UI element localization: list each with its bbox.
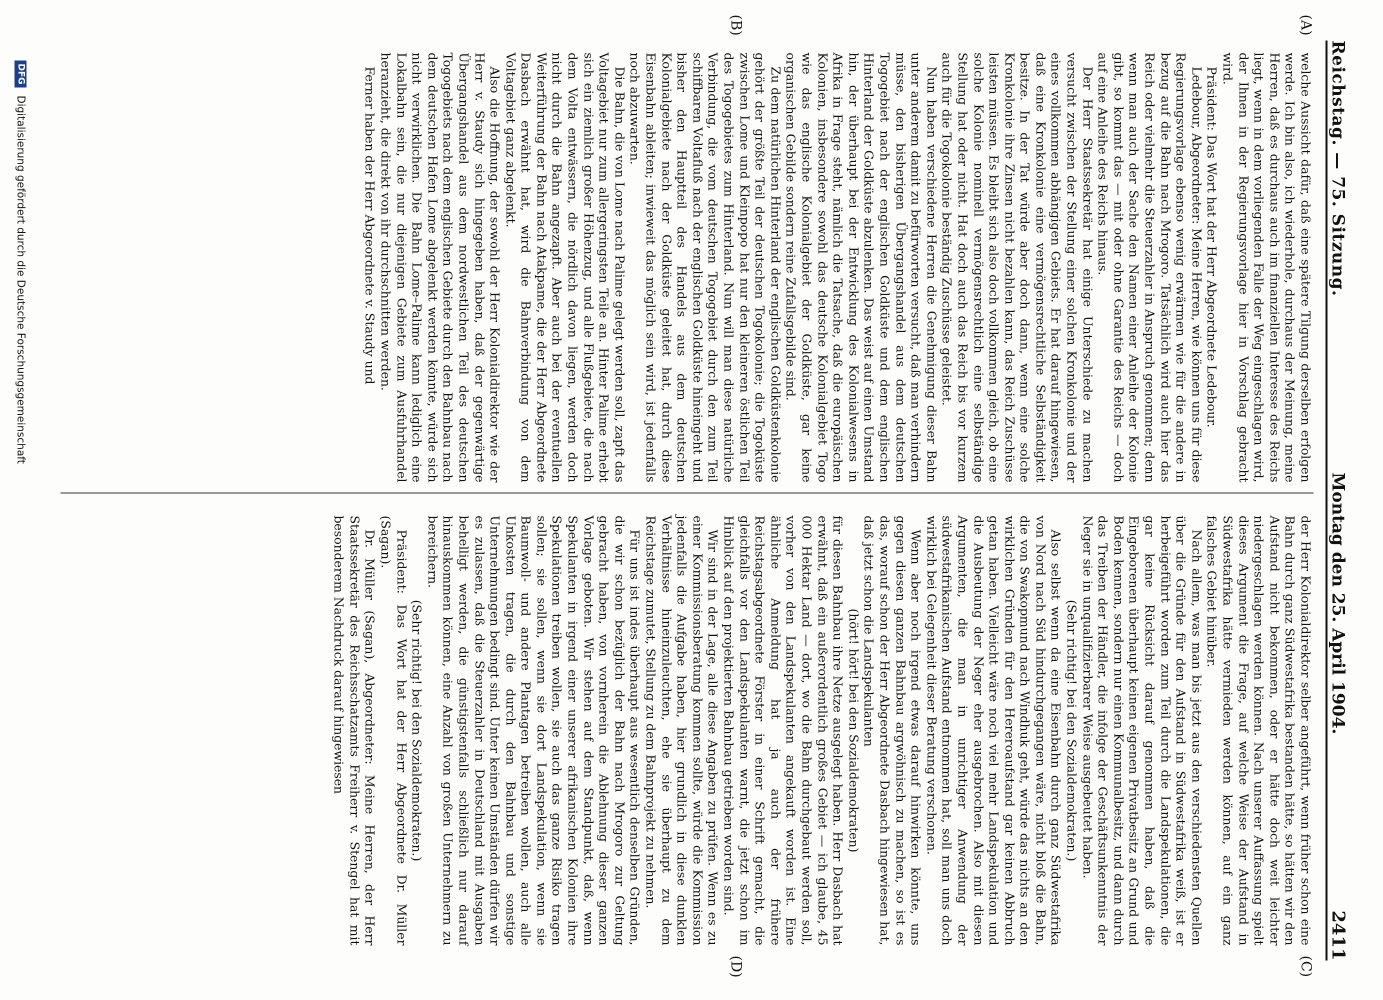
paragraph: Die Bahn, die von Lome nach Palime gelegt werden soll, zapft das Voltagebiet nur zum allergeringsten Teile an. Hinter Palime erhebt sich ein ziemlich großer Höhenzug, und alle Flußgebiete, die nach dem Volta entwässern, die nördlich davon liegen, werden doch nicht durch die Bahn angezapft. Aber auch bei der eventuellen Weiterführung der Bahn nach Atakpame, die der Herr Abgeordnete Dasbach erwähnt hat, wird die Bahnverbindung von dem Voltagebiet ganz abgelenkt. [502,52,627,482]
paragraph: Wenn aber noch irgend etwas darauf hinwirken könnte, uns gegen diesen ganzen Bahnbau argwöhnisch zu machen, so ist es das, worauf schon der Herr Abgeordnete Dasbach hingewiesen hat, daß jetzt schon die Landspekulanten [861,515,924,945]
margin-marker-b: (B) [727,14,743,36]
paragraph: Ledebour, Abgeordneter: Meine Herren, wie können uns für diese Regierungsvorlage ebenso wenig erwärmen wie für die andere in bezug auf die Bahn nach Mrogoro. Tatsächlich wird auch hier das Reich oder vielmehr die Steuerzahler in Anspruch genommen; denn wenn man auch der Sache den Namen einer Anleihe der Kolonie gibt, so kommt das — mit oder ohne Garantie des Reichs — doch auf eine Anleihe des Reichs hinaus. [1095,52,1204,482]
text-column-left [60,52,1313,482]
paragraph: der Herr Kolonialdirektor selber angeführt, wenn früher schon eine Bahn durch ganz Südwestafrika bestanden hätte, so hätten wir den Aufstand nicht bekommen, oder er hätte doch weit leichter niedergeschlagen werden können. Nach unserer Auffassung spielt dieses Argument die Frage, auf welche Weise der Aufstand in Südwestafrika hätte vermieden werden können, auf ein ganz falsches Gebiet hinüber. [1204,515,1313,945]
paragraph: Ferner haben der Herr Abgeordnete v. Staudy und [362,66,378,384]
header-session: Reichstag. — 75. Sitzung. [1327,40,1347,296]
interjection: (Sehr richtig! bei den Sozialdemokraten.) [409,599,425,861]
interjection: (Sehr richtig! bei den Sozialdemokraten.) [1064,599,1080,861]
paragraph: für diesen Bahnbau ihre Netze ausgelegt haben. Herr Dasbach hat erwähnt, daß ein außerordentlich großes Gebiet — ich glaube, 45 000 Hektar Land — dort, wo die Bahn durchgebaut werden soll, vorher von den Landspekulanten angekauft worden ist. Eine ähnliche Anmeldung hat ja auch der frühere Reichstagsabgeordnete Förster in einer Schrift gemacht, die gleichfalls vor den Landspekulanten warnt, die jetzt schon im Hinblick auf den projektierten Bahnbau getrieben worden sind. [721,515,846,945]
page-number: 2411 [1327,909,1348,960]
margin-marker-d: (D) [727,955,743,978]
page-header [1325,40,1361,960]
paragraph: Präsident: Das Wort hat der Herr Abgeordnete Dr. Müller (Sagan). [377,515,409,945]
paragraph: Dr. Müller (Sagan), Abgeordneter: Meine Herren, der Herr Staatssekretär des Reichsschatzamts Freiherr v. Stengel hat mit besonderem Nachdruck darauf hingewiesen [331,515,378,945]
paragraph: Nach allem, was man bis jetzt aus den verschiedensten Quellen über die Gründe für den Aufstand in Südwestafrika weiß, ist er herbeigeführt worden zum Teil durch die Landspekulationen, die gar keine Rücksicht darauf genommen haben, daß die Eingeborenen überhaupt keinen eigenen Privatbesitz an Grund und Boden kennen, sondern nur einen Kommunalbesitz, und dann durch das Treiben der Händler, die infolge der Geschäftsunkenntnis der Neger sie in unqualifizierbarer Weise ausgebeutet haben. [1079,515,1204,945]
margin-marker-c: (C) [1297,955,1313,977]
margin-marker-a: (A) [1297,14,1313,36]
column-divider [60,492,1313,493]
dfg-logo: DFG [14,60,26,87]
paragraph: Präsident: Das Wort hat der Herr Abgeordnete Ledebour. [1204,66,1220,428]
paragraph: Wir sind in der Lage, alle diese Angaben zu prüfen. Wenn es zu einer Kommissionsberatung kommen sollte, würde die Kommission jedenfalls die Aufgabe haben, hier grundlich in diese dunklen Verhältnisse hineinzuleuchten, ehe sie überhaupt zu dem Reichstage zumutet, Stellung zu dem Bahnprojekt zu nehmen. [643,515,721,945]
paragraph: Nun haben verschiedene Herren die Genehmigung dieser Bahn unter anderem damit zu befürworten versucht, daß man verhindern müsse, den bisherigen Übergangshandel aus dem deutschen Togogebiet nach der englischen Goldküste und dem englischen Hinterland der Goldküste abzulenken. Das weist auf einen Umstand hin, der überhaupt bei der Entwicklung des Kolonialwesens in Afrika in Frage steht, nämlich die Tatsache, daß die europäischen Kolonien, insbesondere sowohl das deutsche Kolonialgebiet Togo wie das englische Kolonialgebiet der Goldküste, gar keine organischen Gebilde sondern reine Zufallsgebilde sind. [783,52,939,482]
digitization-credit [14,60,26,940]
paragraph: Also selbst wenn da eine Eisenbahn durch ganz Südwestafrika von Nord nach Süd hindurchgegangen wäre, nicht bloß die Bahn, die von Swakopmund nach Windhuk geht, würde das nichts an den wirklichen Gründen für den Hereroaufstand gar keinen Abbruch getan haben. Vielleicht wäre noch viel mehr Landspekulation und die Ausbeutung der Neger eher ausgebrochen. Also mit diesen Argumenten, die man in unrichtiger Anwendung der südwestafrikanischen Aufstand entnommen hat, soll man uns doch wirklich bei Gelegenheit dieser Beratung verschonen. [923,515,1064,945]
paragraph: welche Aussicht dafür, daß eine spätere Tilgung derselben erfolgen werde. Ich bin also, ich wiederhole, durchaus der Meinung, meine Herren, daß es durchaus auch im finanziellen Interesse des Reichs liegt, wenn in dem vorliegenden Falle der Weg eingeschlagen wird, der Ihnen in der Regierungsvorlage hier in Vorschlag gebracht wird. [1220,52,1313,482]
paragraph: Für uns ist indes überhaupt aus wesentlich denselben Gründen, die wir schon bezüglich der Bahn nach Mrogoro zur Geltung gebracht haben, von vornherein die Ablehnung dieser ganzen Vorlage geboten. Wir stehen auf dem Standpunkt, daß, wenn Spekulanten in irgend einer unserer afrikanischen Kolonien ihre Spekulationen treiben wollen, sie auch das ganze Risiko tragen sollen; sie sollen, wenn sie dort Landspekulation, wenn sie Baumwoll- und andere Plantagen betreiben wollen, auch alle Unkosten tragen, die durch den Bahnbau und sonstige Unternehmungen bedingt sind. Unter keinen Umständen dürfen wir es zulassen, daß die Steuerzahler in Deutschland mit Ausgaben behelligt werden, die günstigstenfalls schließlich nur darauf hinauskommen können, eine Anzahl von großen Unternehmern zu bereichern. [424,515,643,945]
interjection: (hört! hört! bei den Sozialdemokraten) [845,608,861,852]
credit-text: Digitalisierung gefördert durch die Deutsche Forschungsgemeinschaft [14,95,26,464]
paragraph: Der Herr Staatssekretär hat einige Unterschiede zu machen versucht zwischen der Stellung einer solchen Kronkolonie und der eines vollkommen abhängigen Gebiets. Er hat darauf hingewiesen, daß eine Kronkolonie eine vermögensrechtliche Selbständigkeit besitze. In der Tat würde aber doch dann, wenn eine solche Kronkolonie ihre Zinsen nicht bezahlen kann, das Reich Zuschüsse leisten müssen. Es bleibt sich also doch vollkommen gleich, ob eine solche Kolonie nominell vermögensrechtlich eine selbständige Stellung hat oder nicht. Hat doch auch das Reich bis vor kurzem auch für die Togokolonie beständig Zuschüsse geleistet. [939,52,1095,482]
paragraph: Also die Hoffnung, der sowohl der Herr Kolonialdirektor wie der Herr v. Staudy sich hingegeben haben, daß der gegenwärtige Übergangshandel aus dem nordwestlichen Teil des deutschen Togogebiets nach dem englischen Gebiete durch den Bahnbau nach dem deutschen Hafen Lome abgelenkt werden könnte, würde sich nicht verwirklichen. Die Bahn Lome–Palime kann lediglich eine Lokalbahn sein, die nur diejenigen Gebiete zum Ausfuhrhandel heranzieht, die direkt von ihr durchschnitten werden. [377,52,503,482]
paragraph: Zu dem natürlichen Hinterland der englischen Goldküstenkolonie gehört der größte Teil der deutschen Togokolonie; die Togoküste zwischen Lome und Kleinpopo hat nur den kleineren östlichen Teil des Togogebietes zum Hinterland. Nun will man diese natürliche Verbindung, die vom deutschen Togogebiet durch den zum Teil schiffbaren Voltafluß nach der englischen Goldküste hineingeht und bisher den Hauptteil des Handels aus dem deutschen Kolonialgebiete nach der Goldküste geleitet hat, durch diese Eisenbahn ableiten; inwieweit das möglich sein wird, ist jedenfalls noch abzuwarten. [627,52,783,482]
header-date: Montag den 25. April 1904. [1327,472,1347,734]
text-column-right [60,515,1313,945]
